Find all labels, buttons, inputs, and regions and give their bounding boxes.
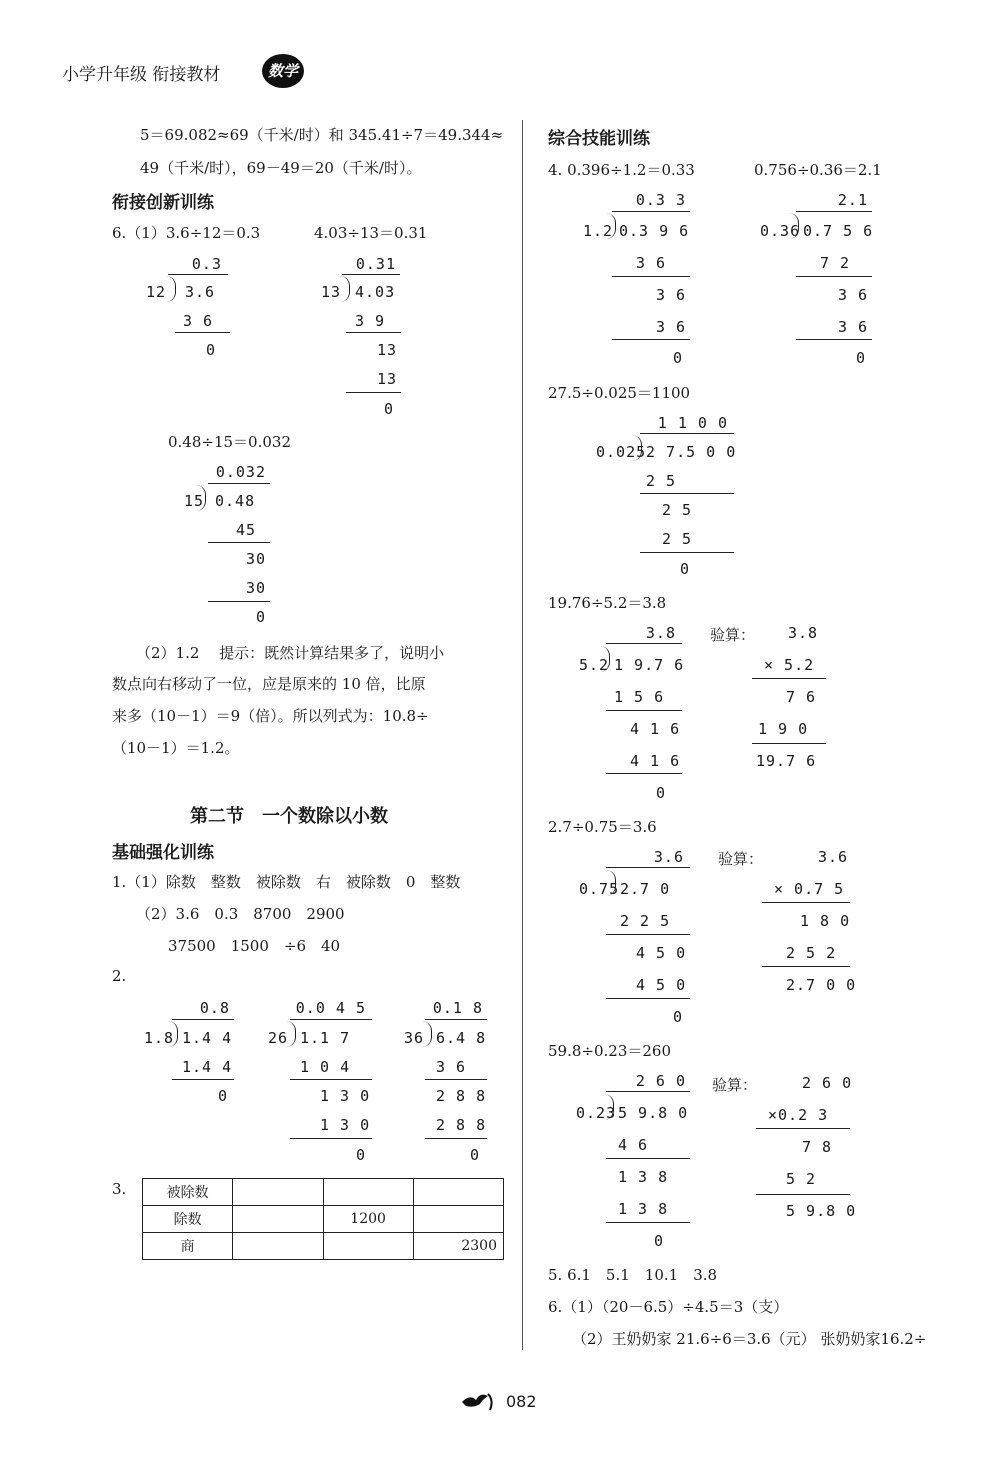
- q6-part2-line1: （2）1.2 提示：既然计算结果多了，说明小: [136, 644, 445, 662]
- q5: 5. 6.1 5.1 10.1 3.8: [548, 1266, 718, 1284]
- page-number: 082: [506, 1392, 537, 1411]
- q2-label: 2.: [112, 967, 127, 985]
- table-cell: [323, 1233, 413, 1260]
- table-cell-label: 除数: [143, 1206, 233, 1233]
- section-heading-basic: 基础强化训练: [112, 843, 214, 863]
- chapter-title: 第二节 一个数除以小数: [190, 806, 388, 827]
- q1-part1: 1.（1）除数 整数 被除数 右 被除数 0 整数: [112, 873, 461, 891]
- table-cell: [233, 1206, 323, 1233]
- q4-d: 19.76÷5.2＝3.8: [548, 594, 667, 612]
- table-cell: [233, 1233, 323, 1260]
- header-title: 小学升年级 衔接教材: [62, 65, 221, 85]
- q6-right-part1: 6.（1）（20－6.5）÷4.5＝3（支）: [548, 1298, 789, 1316]
- bird-icon: [460, 1390, 496, 1416]
- q4-c: 27.5÷0.025＝1100: [548, 384, 691, 402]
- continued-line-1: 5＝69.082≈69（千米/时）和 345.41÷7＝49.344≈: [140, 126, 504, 144]
- table-cell: [233, 1179, 323, 1206]
- q6-part1c: 0.48÷15＝0.032: [168, 433, 291, 451]
- table-cell: 1200: [323, 1206, 413, 1233]
- q4-f: 59.8÷0.23＝260: [548, 1042, 671, 1060]
- table-row: [143, 1179, 504, 1206]
- q6-part1b: 4.03÷13＝0.31: [314, 224, 428, 242]
- table-cell-label: 被除数: [143, 1179, 233, 1206]
- table-row: [143, 1206, 504, 1233]
- table-row: [143, 1233, 504, 1260]
- subject-badge: 数学: [262, 54, 304, 88]
- table-cell-label: 商: [143, 1233, 233, 1260]
- table-cell: [413, 1179, 503, 1206]
- q6-part2-line3: 来多（10－1）＝9（倍）。所以列式为：10.8÷: [112, 707, 429, 725]
- q4-b: 0.756÷0.36＝2.1: [754, 161, 882, 179]
- section-heading-innovation: 衔接创新训练: [112, 193, 214, 213]
- section-heading-comprehensive: 综合技能训练: [548, 129, 650, 149]
- table-cell: [413, 1206, 503, 1233]
- q6-part2-line2: 数点向右移动了一位，应是原来的 10 倍，比原: [112, 675, 426, 693]
- q4-e: 2.7÷0.75＝3.6: [548, 818, 657, 836]
- continued-line-2: 49（千米/时），69－49＝20（千米/时）。: [140, 159, 422, 177]
- q4-a: 4. 0.396÷1.2＝0.33: [548, 161, 695, 179]
- column-divider: [522, 120, 523, 1350]
- q1-part2: （2）3.6 0.3 8700 2900: [136, 905, 345, 923]
- q6-part1: 6.（1）3.6÷12＝0.3: [112, 224, 261, 242]
- q1-part3: 37500 1500 ÷6 40: [168, 937, 341, 955]
- table-cell: 2300: [413, 1233, 503, 1260]
- quotient-table: [142, 1178, 504, 1260]
- q3-label: 3.: [112, 1180, 127, 1198]
- q6-part2-line4: （10－1）＝1.2。: [112, 739, 240, 757]
- q6-right-part2: （2）王奶奶家 21.6÷6＝3.6（元） 张奶奶家16.2÷: [572, 1330, 927, 1348]
- table-cell: [323, 1179, 413, 1206]
